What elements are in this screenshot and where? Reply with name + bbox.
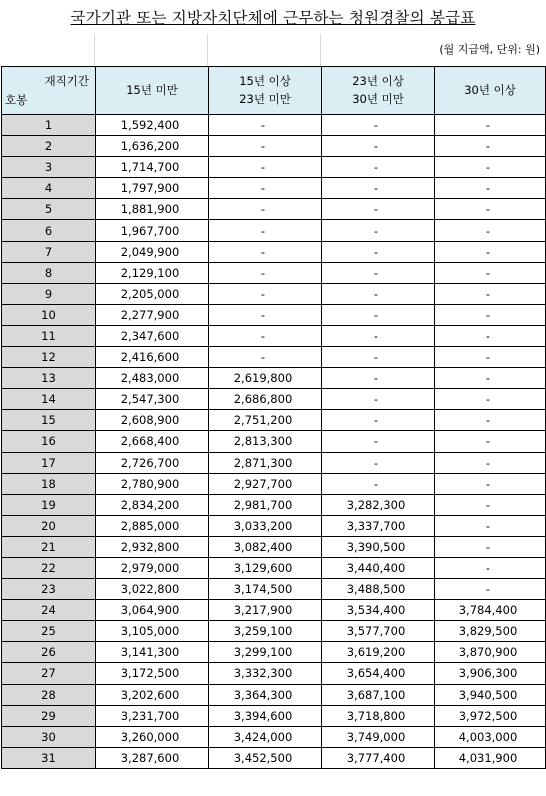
salary-15-23-cell: 2,686,800 <box>209 389 322 410</box>
table-row <box>2 663 546 684</box>
tenure-header-label: 재직기간 <box>44 74 89 88</box>
salary-15-23-cell: 3,332,300 <box>209 663 322 684</box>
salary-15-23-cell: - <box>209 178 322 199</box>
step-cell: 18 <box>2 473 96 494</box>
salary-23-30-cell: - <box>322 136 435 157</box>
step-cell: 19 <box>2 494 96 515</box>
salary-15-23-cell: 2,927,700 <box>209 473 322 494</box>
salary-under-15-cell: 1,967,700 <box>96 220 209 241</box>
step-cell: 25 <box>2 621 96 642</box>
table-row <box>2 283 546 304</box>
grid-line <box>320 34 321 66</box>
salary-23-30-cell: - <box>322 220 435 241</box>
salary-23-30-cell: 3,488,500 <box>322 579 435 600</box>
salary-23-30-cell: - <box>322 347 435 368</box>
table-row <box>2 621 546 642</box>
table-row <box>2 452 546 473</box>
step-cell: 31 <box>2 747 96 768</box>
salary-over-30-cell: - <box>435 347 546 368</box>
grid-line <box>207 34 208 66</box>
step-cell: 27 <box>2 663 96 684</box>
salary-15-23-cell: 2,813,300 <box>209 431 322 452</box>
salary-23-30-cell: 3,654,400 <box>322 663 435 684</box>
salary-under-15-cell: 2,347,600 <box>96 325 209 346</box>
step-cell: 9 <box>2 283 96 304</box>
salary-over-30-cell: 4,003,000 <box>435 726 546 747</box>
step-cell: 6 <box>2 220 96 241</box>
salary-15-23-cell: - <box>209 347 322 368</box>
col-header-23-30-line2: 30년 미만 <box>352 91 404 106</box>
salary-over-30-cell: 3,870,900 <box>435 642 546 663</box>
col-header-15-23 <box>209 67 322 115</box>
salary-over-30-cell: 4,031,900 <box>435 747 546 768</box>
page-title: 국가기관 또는 지방자치단체에 근무하는 청원경찰의 봉급표 <box>70 9 476 27</box>
salary-23-30-cell: - <box>322 473 435 494</box>
salary-over-30-cell: - <box>435 473 546 494</box>
salary-23-30-cell: - <box>322 157 435 178</box>
table-row <box>2 684 546 705</box>
salary-23-30-cell: - <box>322 431 435 452</box>
salary-15-23-cell: 3,082,400 <box>209 536 322 557</box>
salary-over-30-cell: - <box>435 262 546 283</box>
table-row <box>2 241 546 262</box>
salary-over-30-cell: - <box>435 579 546 600</box>
table-row <box>2 325 546 346</box>
salary-15-23-cell: 2,619,800 <box>209 368 322 389</box>
col-header-15-23-line2: 23년 미만 <box>239 91 291 106</box>
salary-23-30-cell: - <box>322 283 435 304</box>
step-cell: 22 <box>2 557 96 578</box>
table-body <box>2 115 546 769</box>
salary-under-15-cell: 3,105,000 <box>96 621 209 642</box>
salary-15-23-cell: - <box>209 220 322 241</box>
unit-note: (월 지급액, 단위: 원) <box>439 43 540 56</box>
salary-over-30-cell: - <box>435 536 546 557</box>
step-cell: 29 <box>2 705 96 726</box>
salary-15-23-cell: 2,981,700 <box>209 494 322 515</box>
salary-under-15-cell: 2,726,700 <box>96 452 209 473</box>
salary-23-30-cell: - <box>322 325 435 346</box>
step-cell: 21 <box>2 536 96 557</box>
table-row <box>2 557 546 578</box>
salary-23-30-cell: - <box>322 304 435 325</box>
salary-15-23-cell: - <box>209 241 322 262</box>
col-header-15-23-line1: 15년 이상 <box>239 73 291 88</box>
table-row <box>2 473 546 494</box>
salary-under-15-cell: 2,885,000 <box>96 515 209 536</box>
table-row <box>2 579 546 600</box>
step-cell: 17 <box>2 452 96 473</box>
salary-over-30-cell: - <box>435 178 546 199</box>
salary-15-23-cell: 3,424,000 <box>209 726 322 747</box>
salary-under-15-cell: 1,881,900 <box>96 199 209 220</box>
step-cell: 11 <box>2 325 96 346</box>
step-header-label: 호봉 <box>5 93 28 108</box>
salary-over-30-cell: 3,940,500 <box>435 684 546 705</box>
salary-23-30-cell: 3,390,500 <box>322 536 435 557</box>
salary-15-23-cell: 3,033,200 <box>209 515 322 536</box>
step-cell: 3 <box>2 157 96 178</box>
table-row <box>2 705 546 726</box>
table-row <box>2 304 546 325</box>
salary-23-30-cell: - <box>322 368 435 389</box>
salary-15-23-cell: - <box>209 304 322 325</box>
salary-table <box>1 66 546 769</box>
table-row <box>2 199 546 220</box>
salary-23-30-cell: 3,749,000 <box>322 726 435 747</box>
salary-under-15-cell: 2,205,000 <box>96 283 209 304</box>
salary-15-23-cell: - <box>209 325 322 346</box>
table-row <box>2 115 546 136</box>
salary-under-15-cell: 2,277,900 <box>96 304 209 325</box>
salary-15-23-cell: 3,364,300 <box>209 684 322 705</box>
salary-15-23-cell: 3,299,100 <box>209 642 322 663</box>
table-row <box>2 178 546 199</box>
salary-23-30-cell: 3,718,800 <box>322 705 435 726</box>
table-row <box>2 536 546 557</box>
salary-over-30-cell: - <box>435 157 546 178</box>
grid-line <box>94 34 95 66</box>
corner-header-cell <box>2 67 96 115</box>
table-row <box>2 368 546 389</box>
table-row <box>2 431 546 452</box>
salary-over-30-cell: - <box>435 241 546 262</box>
salary-over-30-cell: 3,784,400 <box>435 600 546 621</box>
col-header-23-30-line1: 23년 이상 <box>352 73 404 88</box>
salary-under-15-cell: 2,129,100 <box>96 262 209 283</box>
salary-over-30-cell: - <box>435 368 546 389</box>
salary-23-30-cell: - <box>322 389 435 410</box>
salary-15-23-cell: 3,217,900 <box>209 600 322 621</box>
salary-under-15-cell: 1,714,700 <box>96 157 209 178</box>
salary-15-23-cell: - <box>209 199 322 220</box>
salary-over-30-cell: - <box>435 431 546 452</box>
step-cell: 16 <box>2 431 96 452</box>
table-row <box>2 220 546 241</box>
salary-over-30-cell: - <box>435 136 546 157</box>
salary-under-15-cell: 2,483,000 <box>96 368 209 389</box>
salary-under-15-cell: 2,932,800 <box>96 536 209 557</box>
salary-over-30-cell: - <box>435 515 546 536</box>
step-cell: 30 <box>2 726 96 747</box>
salary-23-30-cell: 3,687,100 <box>322 684 435 705</box>
salary-under-15-cell: 2,608,900 <box>96 410 209 431</box>
table-row <box>2 747 546 768</box>
salary-under-15-cell: 2,780,900 <box>96 473 209 494</box>
salary-over-30-cell: - <box>435 283 546 304</box>
salary-23-30-cell: 3,282,300 <box>322 494 435 515</box>
salary-under-15-cell: 1,636,200 <box>96 136 209 157</box>
salary-15-23-cell: 2,751,200 <box>209 410 322 431</box>
salary-under-15-cell: 3,064,900 <box>96 600 209 621</box>
table-row <box>2 410 546 431</box>
table-row <box>2 347 546 368</box>
salary-23-30-cell: 3,440,400 <box>322 557 435 578</box>
salary-under-15-cell: 3,231,700 <box>96 705 209 726</box>
salary-23-30-cell: - <box>322 452 435 473</box>
step-cell: 14 <box>2 389 96 410</box>
salary-under-15-cell: 3,172,500 <box>96 663 209 684</box>
table-row <box>2 494 546 515</box>
salary-over-30-cell: 3,972,500 <box>435 705 546 726</box>
salary-23-30-cell: - <box>322 241 435 262</box>
table-row <box>2 389 546 410</box>
salary-under-15-cell: 2,049,900 <box>96 241 209 262</box>
salary-15-23-cell: - <box>209 262 322 283</box>
salary-over-30-cell: - <box>435 494 546 515</box>
salary-23-30-cell: 3,619,200 <box>322 642 435 663</box>
header-row <box>2 67 546 115</box>
step-cell: 10 <box>2 304 96 325</box>
title-row <box>0 0 546 34</box>
salary-over-30-cell: - <box>435 199 546 220</box>
salary-15-23-cell: 3,452,500 <box>209 747 322 768</box>
step-cell: 2 <box>2 136 96 157</box>
col-header-23-30 <box>322 67 435 115</box>
salary-15-23-cell: - <box>209 115 322 136</box>
salary-over-30-cell: - <box>435 389 546 410</box>
step-cell: 12 <box>2 347 96 368</box>
salary-over-30-cell: - <box>435 557 546 578</box>
salary-under-15-cell: 1,797,900 <box>96 178 209 199</box>
col-header-over-30: 30년 이상 <box>435 67 546 115</box>
salary-over-30-cell: - <box>435 304 546 325</box>
table-row <box>2 262 546 283</box>
salary-under-15-cell: 3,287,600 <box>96 747 209 768</box>
step-cell: 1 <box>2 115 96 136</box>
salary-over-30-cell: - <box>435 115 546 136</box>
step-cell: 23 <box>2 579 96 600</box>
step-cell: 26 <box>2 642 96 663</box>
salary-over-30-cell: 3,829,500 <box>435 621 546 642</box>
salary-23-30-cell: - <box>322 262 435 283</box>
table-row <box>2 726 546 747</box>
salary-23-30-cell: - <box>322 410 435 431</box>
salary-over-30-cell: - <box>435 220 546 241</box>
table-row <box>2 157 546 178</box>
salary-15-23-cell: 2,871,300 <box>209 452 322 473</box>
salary-over-30-cell: 3,906,300 <box>435 663 546 684</box>
step-cell: 7 <box>2 241 96 262</box>
salary-under-15-cell: 3,260,000 <box>96 726 209 747</box>
salary-23-30-cell: - <box>322 178 435 199</box>
step-cell: 8 <box>2 262 96 283</box>
table-row <box>2 642 546 663</box>
salary-15-23-cell: 3,394,600 <box>209 705 322 726</box>
table-row <box>2 515 546 536</box>
salary-15-23-cell: 3,174,500 <box>209 579 322 600</box>
salary-under-15-cell: 1,592,400 <box>96 115 209 136</box>
step-cell: 4 <box>2 178 96 199</box>
salary-15-23-cell: - <box>209 283 322 304</box>
salary-under-15-cell: 3,141,300 <box>96 642 209 663</box>
salary-15-23-cell: 3,129,600 <box>209 557 322 578</box>
salary-under-15-cell: 2,668,400 <box>96 431 209 452</box>
step-cell: 20 <box>2 515 96 536</box>
step-cell: 13 <box>2 368 96 389</box>
salary-under-15-cell: 2,979,000 <box>96 557 209 578</box>
salary-23-30-cell: 3,337,700 <box>322 515 435 536</box>
salary-23-30-cell: - <box>322 199 435 220</box>
salary-over-30-cell: - <box>435 410 546 431</box>
salary-15-23-cell: 3,259,100 <box>209 621 322 642</box>
step-cell: 5 <box>2 199 96 220</box>
table-row <box>2 136 546 157</box>
step-cell: 15 <box>2 410 96 431</box>
table-row <box>2 600 546 621</box>
step-cell: 24 <box>2 600 96 621</box>
salary-over-30-cell: - <box>435 452 546 473</box>
salary-15-23-cell: - <box>209 157 322 178</box>
salary-23-30-cell: 3,777,400 <box>322 747 435 768</box>
step-cell: 28 <box>2 684 96 705</box>
salary-15-23-cell: - <box>209 136 322 157</box>
salary-23-30-cell: 3,577,700 <box>322 621 435 642</box>
salary-23-30-cell: 3,534,400 <box>322 600 435 621</box>
salary-over-30-cell: - <box>435 325 546 346</box>
salary-under-15-cell: 2,834,200 <box>96 494 209 515</box>
salary-under-15-cell: 3,202,600 <box>96 684 209 705</box>
salary-under-15-cell: 2,416,600 <box>96 347 209 368</box>
salary-23-30-cell: - <box>322 115 435 136</box>
col-header-under-15: 15년 미만 <box>96 67 209 115</box>
salary-under-15-cell: 2,547,300 <box>96 389 209 410</box>
salary-under-15-cell: 3,022,800 <box>96 579 209 600</box>
